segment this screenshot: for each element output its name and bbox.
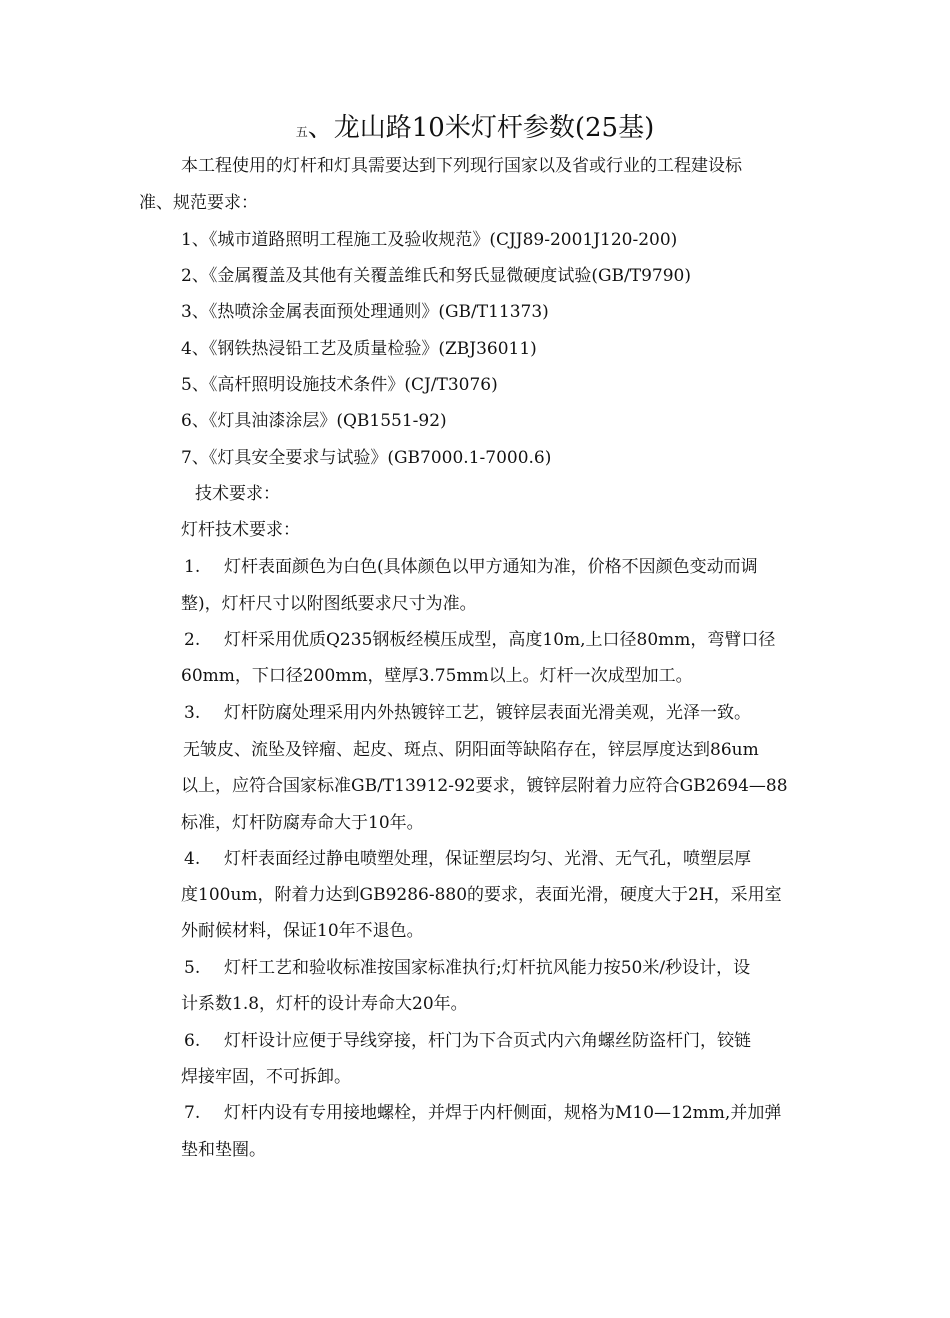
requirement-2-line-2: 60mm，下口径200mm，壁厚3.75mm以上。灯杆一次成型加工。 [181, 666, 693, 686]
requirement-2 [184, 628, 775, 652]
requirement-1-number: 1. [184, 557, 201, 577]
standard-item-2: 2、《金属覆盖及其他有关覆盖维氏和努氏显微硬度试验(GB/T9790) [181, 266, 691, 286]
requirement-3-line-4: 标准，灯杆防腐寿命大于10年。 [181, 813, 424, 833]
requirement-1-line-1: 灯杆表面颜色为白色(具体颜色以甲方通知为准，价格不因颜色变动而调 [224, 557, 758, 577]
requirement-5-line-1: 灯杆工艺和验收标准按国家标准执行;灯杆抗风能力按50米/秒设计，设 [224, 958, 751, 978]
requirement-3-line-3: 以上，应符合国家标准GB/T13912-92要求，镀锌层附着力应符合GB2694—88 [181, 776, 788, 796]
requirement-3 [184, 701, 751, 725]
requirement-4-line-3: 外耐候材料，保证10年不退色。 [181, 921, 424, 941]
requirement-4-number: 4. [184, 849, 201, 869]
standard-item-4: 4、《钢铁热浸铅工艺及质量检验》(ZBJ36011) [181, 339, 537, 359]
standard-item-7: 7、《灯具安全要求与试验》(GB7000.1-7000.6) [181, 448, 552, 468]
requirement-7-line-1: 灯杆内设有专用接地螺栓，并焊于内杆侧面，规格为M10—12mm,并加弹 [224, 1103, 782, 1123]
requirement-2-line-1: 灯杆采用优质Q235钢板经模压成型，高度10m,上口径80mm，弯臂口径 [224, 630, 776, 650]
requirement-5 [184, 956, 750, 980]
requirement-7-line-2: 垫和垫圈。 [181, 1140, 266, 1160]
requirement-5-number: 5. [184, 958, 201, 978]
requirement-1 [184, 555, 758, 579]
pole-requirements-heading: 灯杆技术要求： [181, 520, 300, 540]
requirement-3-line-1: 灯杆防腐处理采用内外热镀锌工艺，镀锌层表面光滑美观，光泽一致。 [224, 703, 751, 723]
requirement-6-number: 6. [184, 1031, 201, 1051]
intro-line-2: 准、规范要求： [139, 193, 258, 213]
requirement-6-line-1: 灯杆设计应便于导线穿接，杆门为下合页式内六角螺丝防盗杆门，铰链 [224, 1031, 751, 1051]
requirement-6 [184, 1029, 751, 1053]
document-title [0, 108, 950, 152]
requirement-3-number: 3. [184, 703, 201, 723]
title-number: 五 [295, 125, 308, 139]
requirement-4-line-2: 度100um，附着力达到GB9286-880的要求，表面光滑，硬度大于2H，采用室 [181, 885, 782, 905]
requirement-7 [184, 1101, 781, 1125]
requirement-7-number: 7. [184, 1103, 201, 1123]
requirement-3-line-2: 无皱皮、流坠及锌瘤、起皮、斑点、阴阳面等缺陷存在，锌层厚度达到86um [183, 740, 759, 760]
requirement-6-line-2: 焊接牢固，不可拆卸。 [181, 1067, 351, 1087]
standard-item-5: 5、《高杆照明设施技术条件》(CJ/T3076) [181, 375, 498, 395]
standard-item-1: 1、《城市道路照明工程施工及验收规范》(CJJ89-2001J120-200) [181, 230, 678, 250]
intro-line-1: 本工程使用的灯杆和灯具需要达到下列现行国家以及省或行业的工程建设标 [181, 156, 742, 176]
requirement-4 [184, 847, 751, 871]
standard-item-6: 6、《灯具油漆涂层》(QB1551-92) [181, 411, 447, 431]
requirement-4-line-1: 灯杆表面经过静电喷塑处理，保证塑层均匀、光滑、无气孔，喷塑层厚 [224, 849, 751, 869]
standard-item-3: 3、《热喷涂金属表面预处理通则》(GB/T11373) [181, 302, 549, 322]
requirement-1-line-2: 整)，灯杆尺寸以附图纸要求尺寸为准。 [181, 594, 477, 614]
title-text: 、龙山路10米灯杆参数(25基) [307, 113, 655, 143]
requirement-2-number: 2. [184, 630, 201, 650]
tech-requirements-heading: 技术要求： [195, 484, 280, 504]
requirement-5-line-2: 计系数1.8，灯杆的设计寿命大20年。 [181, 994, 468, 1014]
